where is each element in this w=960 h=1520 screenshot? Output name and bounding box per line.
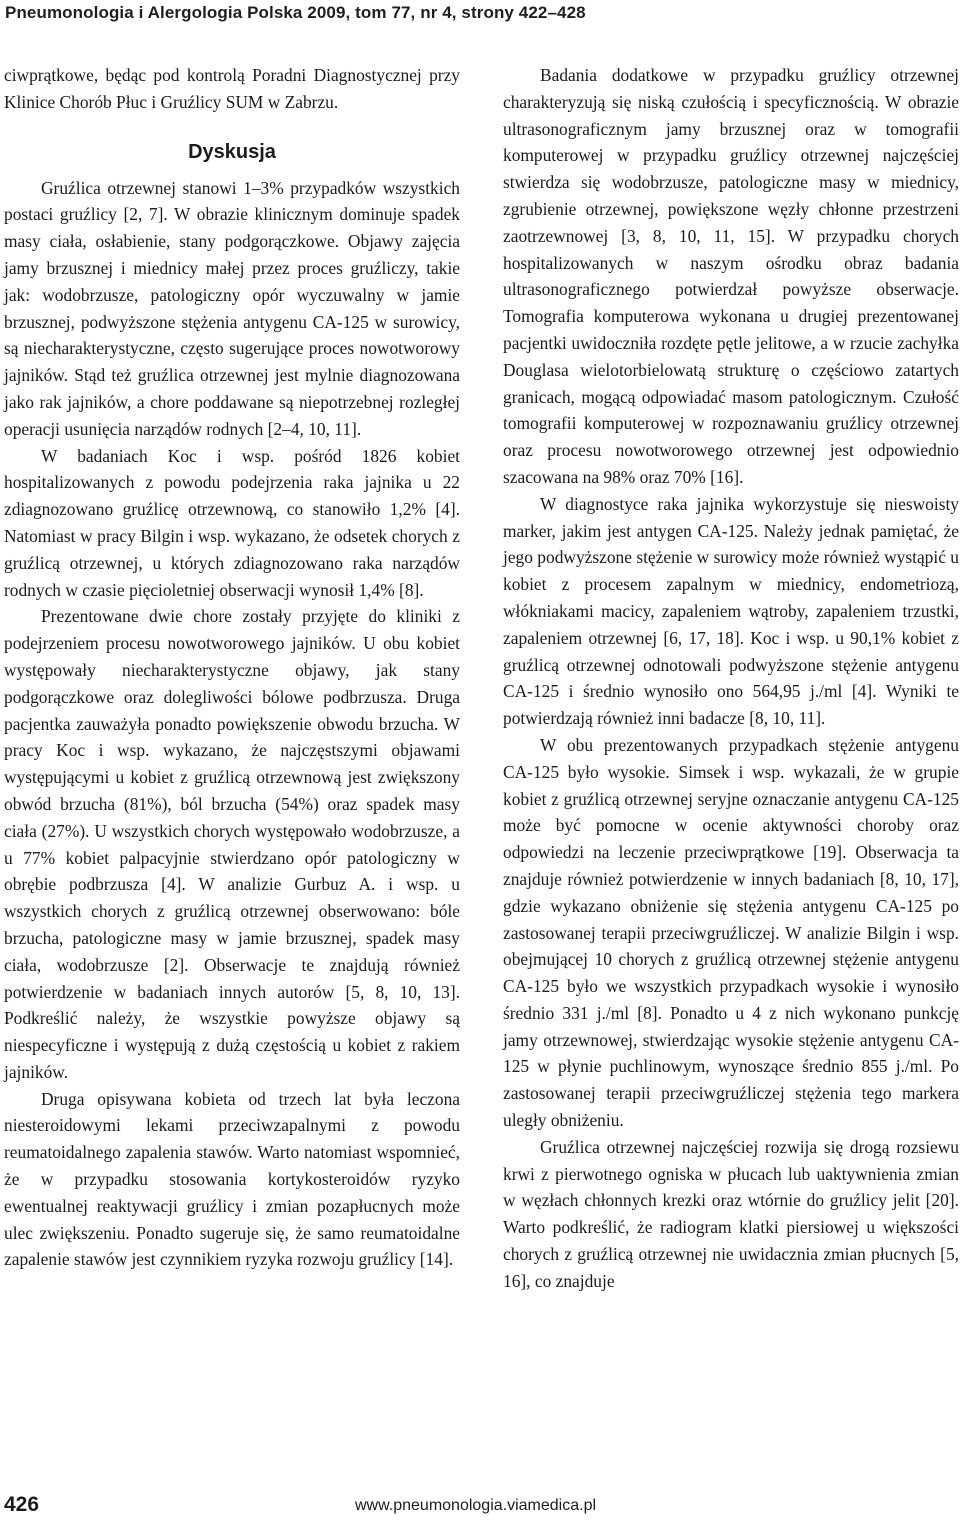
body-paragraph: Gruźlica otrzewnej najczęściej rozwija się drogą rozsiewu krwi z pierwotnego ogniska w płucach lub uaktywnienia zmian w węzłach chłonnych krezki oraz wtórnie do gruźlicy jelit [20]. Warto podkreślić, że radiogram klatki piersiowej u większości chorych z gruźlicą otrzewnej nie uwidacznia zmian płucnych [5, 16], co znajduje [503, 1136, 959, 1291]
body-paragraph: Gruźlica otrzewnej stanowi 1–3% przypadków wszystkich postaci gruźlicy [2, 7]. W obrazie klinicznym dominuje spadek masy ciała, osłabienie, stany podgorączkowe. Objawy zajęcia jamy brzusznej i miednicy małej przez proces gruźliczy, takie jak: wodobrzusze, patologiczny opór wyczuwalny w jamie brzusznej, podwyższone stężenia antygenu CA-125 w surowicy, są niecharakterystyczne, często sugerujące proces nowotworowy jajników. Stąd też gruźlica otrzewnej jest mylnie diagnozowana jako rak jajników, a chore poddawane są niepotrzebnej rozległej operacji usunięcia narządów rodnych [2–4, 10, 11]. [4, 177, 460, 439]
left-column [4, 62, 460, 1273]
body-paragraph: Badania dodatkowe w przypadku gruźlicy otrzewnej charakteryzują się niską czułością i specyficznością. W obrazie ultrasonograficznym jamy brzusznej oraz w tomografii komputerowej w przypadku gruźlicy otrzewnej najczęściej stwierdza się wodobrzusze, patologiczne masy w miednicy, zgrubienie otrzewnej, powiększone węzły chłonne przestrzeni zaotrzewnowej [3, 8, 10, 11, 15]. W przypadku chorych hospitalizowanych w naszym ośrodku obraz badania ultrasonograficznego potwierdzał powyższe obserwacje. Tomografia komputerowa wykonana u drugiej prezentowanej pacjentki uwidoczniła rozdęte pętle jelitowe, a w rzucie zachyłka Douglasa wielotorbielowatą strukturę o częściowo zatartych granicach, mogącą odpowiadać masom patologicznym. Czułość tomografii komputerowej w rozpoznawaniu gruźlicy otrzewnej oraz procesu nowotworowego otrzewnej jest odpowiednio szacowana na 98% oraz 70% [16]. [503, 65, 959, 487]
journal-header [0, 0, 960, 40]
body-paragraph: W obu prezentowanych przypadkach stężenie antygenu CA-125 było wysokie. Simsek i wsp. wykazali, że w grupie kobiet z gruźlicą otrzewnej seryjne oznaczanie antygenu CA-125 może być pomocne w ocenie aktywności choroby oraz odpowiedzi na leczenie przeciwprątkowe [19]. Obserwacja ta znajduje również potwierdzenie w innych badaniach [8, 10, 17], gdzie wykazano obniżenie się stężenia antygenu CA-125 po zastosowanej terapii przeciwgruźliczej. W analizie Bilgin i wsp. obejmującej 10 chorych z gruźlicą otrzewnej stężenie antygenu CA-125 było we wszystkich przypadkach wysokie i wynosiło średnio 331 j./ml [8]. Ponadto u 4 z nich wykonano punkcję jamy otrzewnowej, stwierdzając wysokie stężenie antygenu CA-125 w płynie puchlinowym, wynoszące średnio 855 j./ml. Po zastosowanej terapii przeciwgruźliczej stężenia tego markera uległy obniżeniu. [503, 734, 959, 1131]
journal-website-link[interactable]: www.pneumonologia.viamedica.pl [355, 1497, 597, 1514]
intro-paragraph: ciwprątkowe, będąc pod kontrolą Poradni Diagnostycznej przy Klinice Chorób Płuc i Gruźlicy SUM w Zabrzu. [4, 65, 460, 112]
page-number: 426 [4, 1493, 40, 1516]
section-heading-discussion: Dyskusja [188, 140, 276, 163]
body-paragraph: Druga opisywana kobieta od trzech lat była leczona niesteroidowymi lekami przeciwzapalnymi z powodu reumatoidalnego zapalenia stawów. Warto natomiast wspomnieć, że w przypadku stosowania kortykosteroidów ryzyko ewentualnej reaktywacji gruźlicy i zmian pozapłucnych może ulec zwiększeniu. Ponadto sugeruje się, że samo reumatoidalne zapalenie stawów jest czynnikiem ryzyka rozwoju gruźlicy [14]. [4, 1088, 460, 1270]
journal-citation: Pneumonologia i Alergologia Polska 2009, tom 77, nr 4, strony 422–428 [5, 3, 586, 22]
right-column [503, 62, 959, 1295]
body-paragraph: W diagnostyce raka jajnika wykorzystuje się nieswoisty marker, jakim jest antygen CA-125. Należy jednak pamiętać, że jego podwyższone stężenie w surowicy może również wystąpić u kobiet z procesem zapalnym w miednicy, endometriozą, włókniakami macicy, zapaleniem wątroby, zapaleniem trzustki, zapaleniem otrzewnej [6, 17, 18]. Koc i wsp. u 90,1% kobiet z gruźlicą otrzewnej odnotowali podwyższone stężenie antygenu CA-125 i średnio wynosiło ono 564,95 j./ml [4]. Wyniki te potwierdzają również inni badacze [8, 10, 11]. [503, 493, 959, 729]
body-paragraph: W badaniach Koc i wsp. pośród 1826 kobiet hospitalizowanych z powodu podejrzenia raka jajnika u 22 zdiagnozowano gruźlicę otrzewnową, co stanowiło 1,2% [4]. Natomiast w pracy Bilgin i wsp. wykazano, że odsetek chorych z gruźlicą otrzewnej, u których zdiagnozowano raka narządów rodnych w czasie pięcioletniej obserwacji wynosił 1,4% [8]. [4, 445, 460, 600]
body-paragraph: Prezentowane dwie chore zostały przyjęte do kliniki z podejrzeniem procesu nowotworowego jajników. U obu kobiet występowały niecharakterystyczne objawy, jak stany podgorączkowe oraz dolegliwości bólowe podbrzusza. Druga pacjentka zauważyła ponadto powiększenie obwodu brzucha. W pracy Koc i wsp. wykazano, że najczęstszymi objawami występującymi u kobiet z gruźlicą otrzewnową jest zwiększony obwód brzucha (81%), ból brzucha (54%) oraz spadek masy ciała (27%). U wszystkich chorych występowało wodobrzusze, a u 77% kobiet palpacyjnie stwierdzano opór patologiczny w obrębie podbrzusza [4]. W analizie Gurbuz A. i wsp. u wszystkich chorych z gruźlicą otrzewnej obserwowano: bóle brzucha, patologiczne masy w jamie brzusznej, spadek masy ciała, wodobrzusze [2]. Obserwacje te znajdują również potwierdzenie w badaniach innych autorów [5, 8, 10, 13]. Podkreślić należy, że wszystkie powyższe objawy są niespecyficzne i występują z dużą częstością u kobiet z rakiem jajników. [4, 606, 460, 1082]
